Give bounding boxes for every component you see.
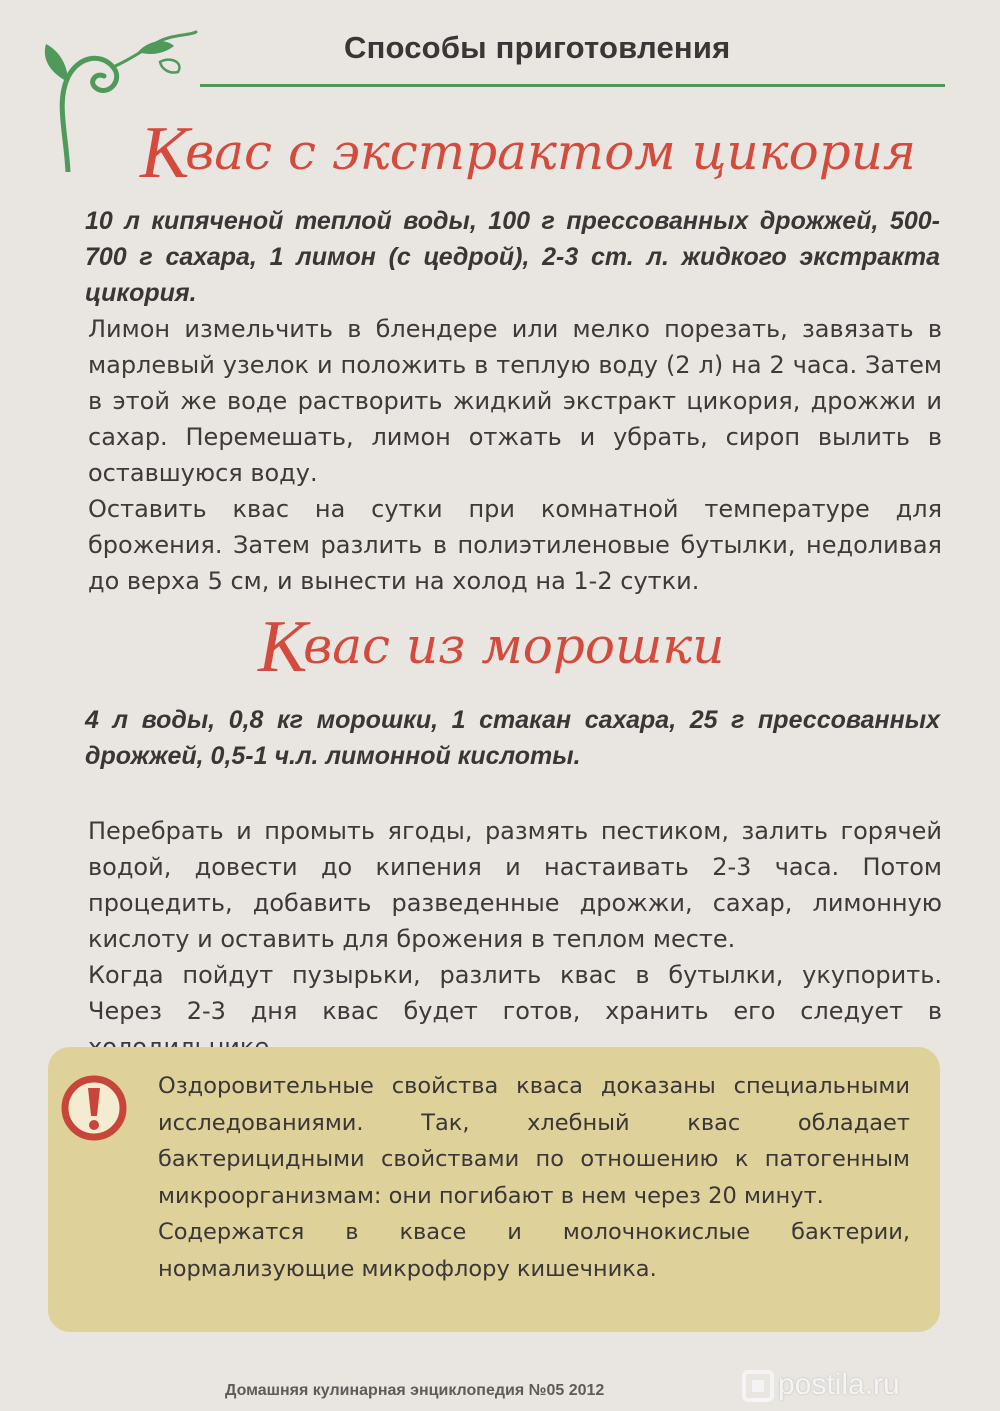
note-paragraph: Содержатся в квасе и молочнокислые бактерии, нормализующие микрофлору кишечника. [158,1219,910,1282]
section-title: Способы приготовления [344,30,731,65]
method-paragraph [50,311,942,491]
watermark: postila.ru [778,1368,900,1401]
exclamation-icon [58,1072,130,1144]
header-divider [200,84,945,87]
info-note-text [158,1068,910,1287]
title-initial: К [140,112,190,194]
method-paragraph [50,813,942,957]
title-initial: К [258,606,308,688]
method-text: Перебрать и промыть ягоды, размять пестиком, залить горячей водой, довести до кипения и настаивать 2-3 часа. Потом процедить, добавить разведенные дрожжи, сахар, лимонную кислоту и оставить для брожения в теплом месте. [88,817,942,953]
recipe-title-cloudberry-kvass [258,606,725,688]
method-text: Оставить квас на сутки при комнатной температуре для брожения. Затем разлить в полиэтиленовые бутылки, недоливая до верха 5 см, и вынести на холод на 1-2 сутки. [88,495,942,595]
method-text: Когда пойдут пузырьки, разлить квас в бутылки, укупорить. Через 2-3 дня квас будет готов, хранить его следует в [88,961,942,1025]
note-paragraph: Оздоровительные свойства кваса доказаны специальными исследованиями. Так, хлебный квас обладает бактерицидными свойствами по отношению к патогенным микроорганизмам: они погибают в нем через 20 минут. [158,1073,910,1209]
ingredients-chicory-kvass: 10 л кипяченой теплой воды, 100 г прессованных дрожжей, 500-700 г сахара, 1 лимон (с цедрой), 2-3 ст. л. жидкого экстракта цикория. [85,207,940,307]
title-text: вас из морошки [303,617,725,675]
title-text: вас с экстрактом цикория [185,123,917,181]
ingredients-cloudberry-kvass: 4 л воды, 0,8 кг морошки, 1 стакан сахара, 25 г прессованных дрожжей, 0,5-1 ч.л. лимонной кислоты. [85,706,940,770]
watermark-logo-icon [740,1368,776,1404]
method-text: Лимон измельчить в блендере или мелко порезать, завязать в марлевый узелок и положить в теплую воду (2 л) на 2 часа. Затем в этой же воде растворить жидкий экстракт цикория, дрожжи и сахар. Перемешать, лимон отжать и убрать, сироп вылить в оставшуюся воду. [88,315,942,487]
publication-credit: Домашняя кулинарная энциклопедия №05 2012 [225,1382,605,1399]
method-paragraph [50,491,942,599]
recipe-title-chicory-kvass [140,112,917,194]
